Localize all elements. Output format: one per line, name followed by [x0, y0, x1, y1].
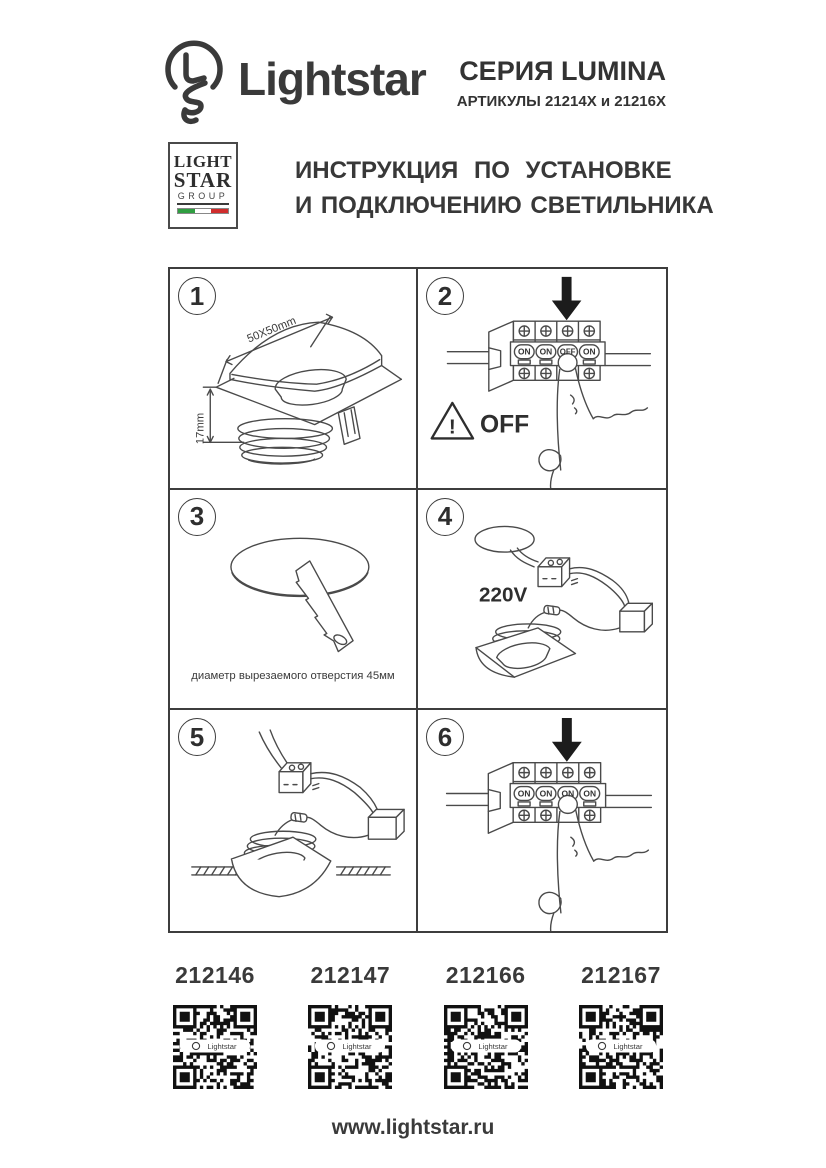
page-title-line2: И ПОДКЛЮЧЕНИЮ СВЕТИЛЬНИКА: [295, 192, 714, 219]
logo-box-line3: GROUP: [177, 190, 229, 205]
qr-code: [307, 1004, 393, 1090]
italian-flag-stripe: [177, 208, 229, 214]
step-1-number: 1: [178, 277, 216, 315]
qr-code: [443, 1004, 529, 1090]
switch-2-label: ON: [539, 346, 553, 357]
switch-1-label: ON: [517, 788, 531, 799]
qr-code: [172, 1004, 258, 1090]
product-code: 212147: [310, 962, 391, 988]
series-title: СЕРИЯ LUMINA: [459, 56, 666, 86]
lightstar-group-logo: [168, 142, 238, 229]
product-codes-row: [160, 962, 676, 1090]
dim-50x50-label: 50X50mm: [245, 314, 298, 346]
down-arrow-icon: [552, 277, 582, 320]
qr-watermark-label: Lightstar: [207, 1042, 237, 1051]
step-5-number: 5: [178, 718, 216, 756]
warning-off-label: OFF: [479, 411, 530, 439]
page-title-line1: ИНСТРУКЦИЯ ПО УСТАНОВКЕ: [295, 157, 672, 184]
product-212147: [295, 962, 405, 1090]
qr-watermark-label: Lightstar: [342, 1042, 372, 1051]
logo-box-line1: LIGHT: [173, 152, 233, 171]
switch-4-label: ON: [583, 346, 596, 357]
article-numbers: АРТИКУЛЫ 21214X и 21216X: [456, 93, 666, 110]
logo-box-line2: STAR: [173, 168, 233, 192]
product-212146: [160, 962, 270, 1090]
down-arrow-icon: [552, 718, 582, 762]
step-6-panel: [418, 710, 666, 931]
qr-watermark-label: Lightstar: [478, 1042, 508, 1051]
switch-3-label: OFF: [559, 347, 576, 357]
step-1-panel: [170, 269, 418, 490]
product-code: 212146: [175, 962, 255, 988]
step-2-number: 2: [426, 277, 464, 315]
product-code: 212166: [445, 962, 526, 988]
voltage-label: 220V: [478, 582, 528, 606]
step-6-number: 6: [426, 718, 464, 756]
qr-code: [578, 1004, 664, 1090]
step-5-panel: [170, 710, 418, 931]
switch-2-label: ON: [539, 788, 553, 799]
website-url: www.lightstar.ru: [331, 1116, 495, 1139]
dim-17mm-label: 17mm: [194, 412, 207, 445]
switch-4-label: ON: [583, 788, 597, 799]
step-4-panel: [418, 490, 666, 711]
qr-watermark-label: Lightstar: [613, 1042, 643, 1051]
cutout-caption: диаметр вырезаемого отверстия 45мм: [191, 669, 395, 682]
switch-1-label: ON: [517, 346, 531, 357]
step-2-panel: [418, 269, 666, 490]
brand-wordmark: Lightstar: [238, 53, 426, 105]
step-3-panel: [170, 490, 418, 711]
product-212167: [566, 962, 676, 1090]
step-4-number: 4: [426, 498, 464, 536]
lightstar-bulb-icon: [158, 36, 230, 128]
switch-3-label: ON: [561, 788, 575, 799]
page-title: [295, 153, 714, 223]
step-3-number: 3: [178, 498, 216, 536]
product-code: 212167: [581, 962, 661, 988]
product-212166: [431, 962, 541, 1090]
steps-grid: [168, 267, 668, 933]
warning-exclamation: !: [448, 415, 456, 439]
